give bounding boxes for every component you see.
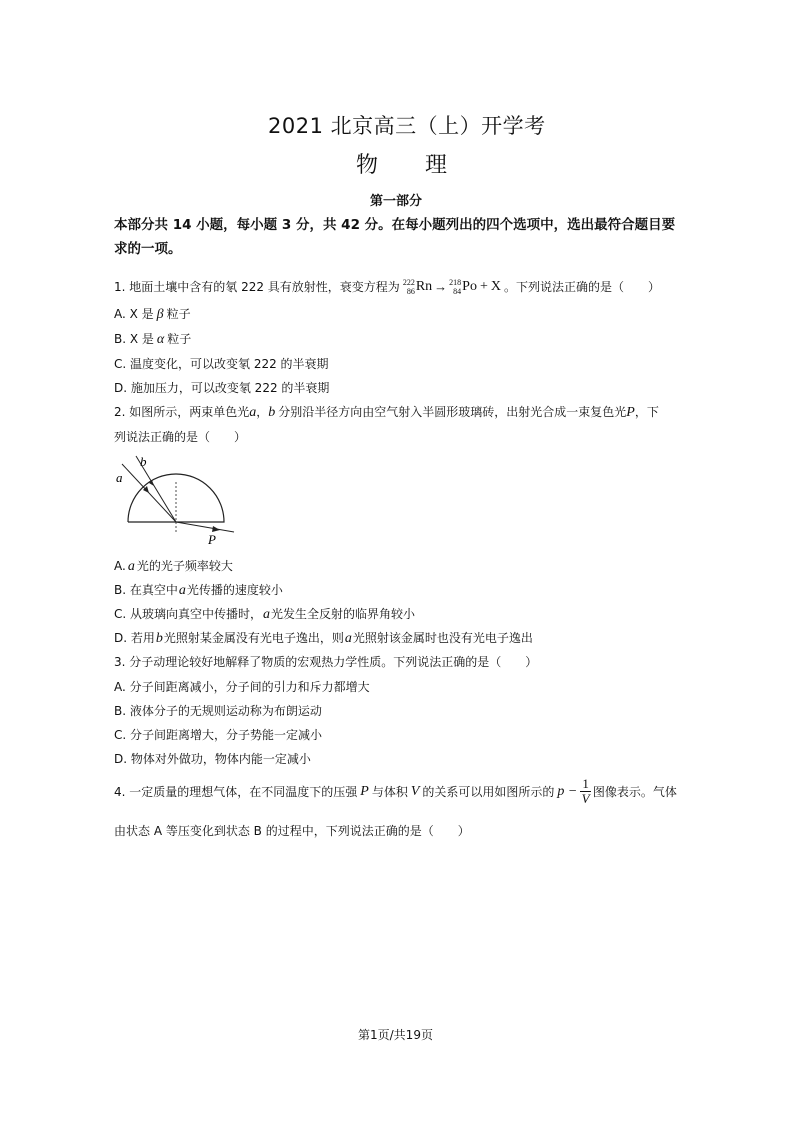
po-symbol: Po bbox=[462, 279, 477, 294]
q2-b-sym: a bbox=[178, 583, 186, 598]
q1-stem-pre: 1. 地面土壤中含有的氡 222 具有放射性，衰变方程为 bbox=[114, 280, 400, 294]
q2-stem-line2: 列说法正确的是（ ） bbox=[114, 430, 247, 444]
q2-option-b bbox=[114, 581, 283, 600]
q2-l1-post: ，下 bbox=[634, 405, 659, 419]
arrow-symbol: → bbox=[434, 279, 448, 294]
q1-stem bbox=[114, 278, 660, 296]
q2-d-mid: 光照射某金属没有光电子逸出，则 bbox=[163, 631, 344, 645]
q2-a-post: 光的光子频率较大 bbox=[136, 559, 233, 573]
q2-sym-p: P bbox=[626, 405, 635, 420]
q2-d-pre: D. 若用 bbox=[114, 631, 155, 645]
q2-c-post: 光发生全反射的临界角较小 bbox=[271, 607, 416, 621]
q2-b-pre: B. 在真空中 bbox=[114, 583, 178, 597]
q1-b-post: 粒子 bbox=[167, 332, 192, 346]
q2-d-sym1: b bbox=[155, 631, 163, 646]
q4-l1-post: 图像表示。气体 bbox=[592, 784, 677, 799]
q2-d-post: 光照射该金属时也没有光电子逸出 bbox=[352, 631, 533, 645]
po-atomic-number: 84 bbox=[453, 287, 462, 296]
q3-option-b: B. 液体分子的无规则运动称为布朗运动 bbox=[114, 704, 322, 718]
q4-sym-v: V bbox=[410, 783, 420, 799]
q1-stem-post: 。下列说法正确的是（ ） bbox=[503, 280, 660, 294]
rn-mass-number: 222 bbox=[402, 278, 415, 287]
section-intro: 本部分共 14 小题，每小题 3 分，共 42 分。在每小题列出的四个选项中，选出最符合题目要求的一项。 bbox=[114, 217, 676, 257]
label-b: b bbox=[140, 454, 147, 469]
q1-a-pre: A. X 是 bbox=[114, 307, 154, 321]
q2-sym-b: b bbox=[268, 405, 276, 420]
q1-a-post: 粒子 bbox=[166, 307, 191, 321]
q2-a-sym: a bbox=[127, 559, 135, 574]
q2-option-c bbox=[114, 605, 415, 624]
exam-title: 2021 北京高三（上）开学考 bbox=[268, 114, 546, 138]
q2-b-post: 光传播的速度较小 bbox=[186, 583, 283, 597]
q3-option-c: C. 分子间距离增大，分子势能一定减小 bbox=[114, 728, 323, 742]
po-mass-number: 218 bbox=[449, 278, 462, 287]
q2-c-pre: C. 从玻璃向真空中传播时， bbox=[114, 607, 263, 621]
q2-option-a bbox=[114, 557, 233, 576]
ray-p bbox=[176, 522, 234, 532]
q1-option-d: D. 施加压力，可以改变氡 222 的半衰期 bbox=[114, 381, 330, 395]
q2-option-d bbox=[114, 629, 533, 648]
q4-l1-pre: 4. 一定质量的理想气体，在不同温度下的压强 bbox=[114, 784, 358, 799]
q2-a-pre: A. bbox=[114, 559, 126, 573]
q2-c-sym: a bbox=[263, 607, 271, 622]
q4-l1-mid2: 的关系可以用如图所示的 bbox=[422, 784, 555, 799]
refraction-diagram bbox=[112, 452, 242, 546]
subject-title: 物 理 bbox=[356, 153, 447, 178]
alpha-symbol: α bbox=[156, 332, 165, 347]
rn-atomic-number: 86 bbox=[406, 287, 415, 296]
q4-stem-line1 bbox=[114, 777, 677, 806]
q2-d-sym2: a bbox=[344, 631, 352, 646]
q1-option-b bbox=[114, 330, 191, 349]
x-symbol: X bbox=[490, 279, 501, 294]
plus-symbol: + bbox=[479, 279, 488, 294]
q2-sym-a: a bbox=[249, 405, 257, 420]
q2-l1-pre: 2. 如图所示，两束单色光 bbox=[114, 405, 250, 419]
rn-symbol: Rn bbox=[415, 279, 433, 294]
section-name: 第一部分 bbox=[370, 194, 423, 209]
q4-sym-p: P bbox=[360, 783, 369, 799]
ray-b-arrow-icon bbox=[149, 480, 154, 486]
q2-l1-sep: ， bbox=[256, 405, 269, 419]
q4-frac-den: V bbox=[581, 791, 590, 806]
page-number: 第1页/共19页 bbox=[358, 1028, 433, 1042]
q4-frac-num: 1 bbox=[582, 776, 589, 791]
beta-symbol: β bbox=[156, 307, 164, 322]
q4-p-minus: p − bbox=[557, 783, 578, 799]
q3-option-d: D. 物体对外做功，物体内能一定减小 bbox=[114, 752, 311, 766]
q1-b-pre: B. X 是 bbox=[114, 332, 154, 346]
q1-decay-equation bbox=[403, 278, 501, 296]
q3-option-a: A. 分子间距离减小，分子间的引力和斥力都增大 bbox=[114, 680, 370, 694]
q2-l1-mid: 分别沿半径方向由空气射入半圆形玻璃砖，出射光合成一束复色光 bbox=[278, 405, 627, 419]
label-p: P bbox=[208, 532, 216, 546]
q3-stem: 3. 分子动理论较好地解释了物质的宏观热力学性质。下列说法正确的是（ ） bbox=[114, 655, 538, 669]
q4-stem-line2: 由状态 A 等压变化到状态 B 的过程中，下列说法正确的是（ ） bbox=[114, 824, 470, 838]
q4-fraction bbox=[580, 777, 591, 806]
q1-option-c: C. 温度变化，可以改变氡 222 的半衰期 bbox=[114, 357, 329, 371]
label-a: a bbox=[116, 470, 123, 485]
q1-option-a bbox=[114, 305, 191, 324]
q4-l1-mid: 与体积 bbox=[371, 784, 408, 799]
q2-stem-line1 bbox=[114, 403, 659, 422]
